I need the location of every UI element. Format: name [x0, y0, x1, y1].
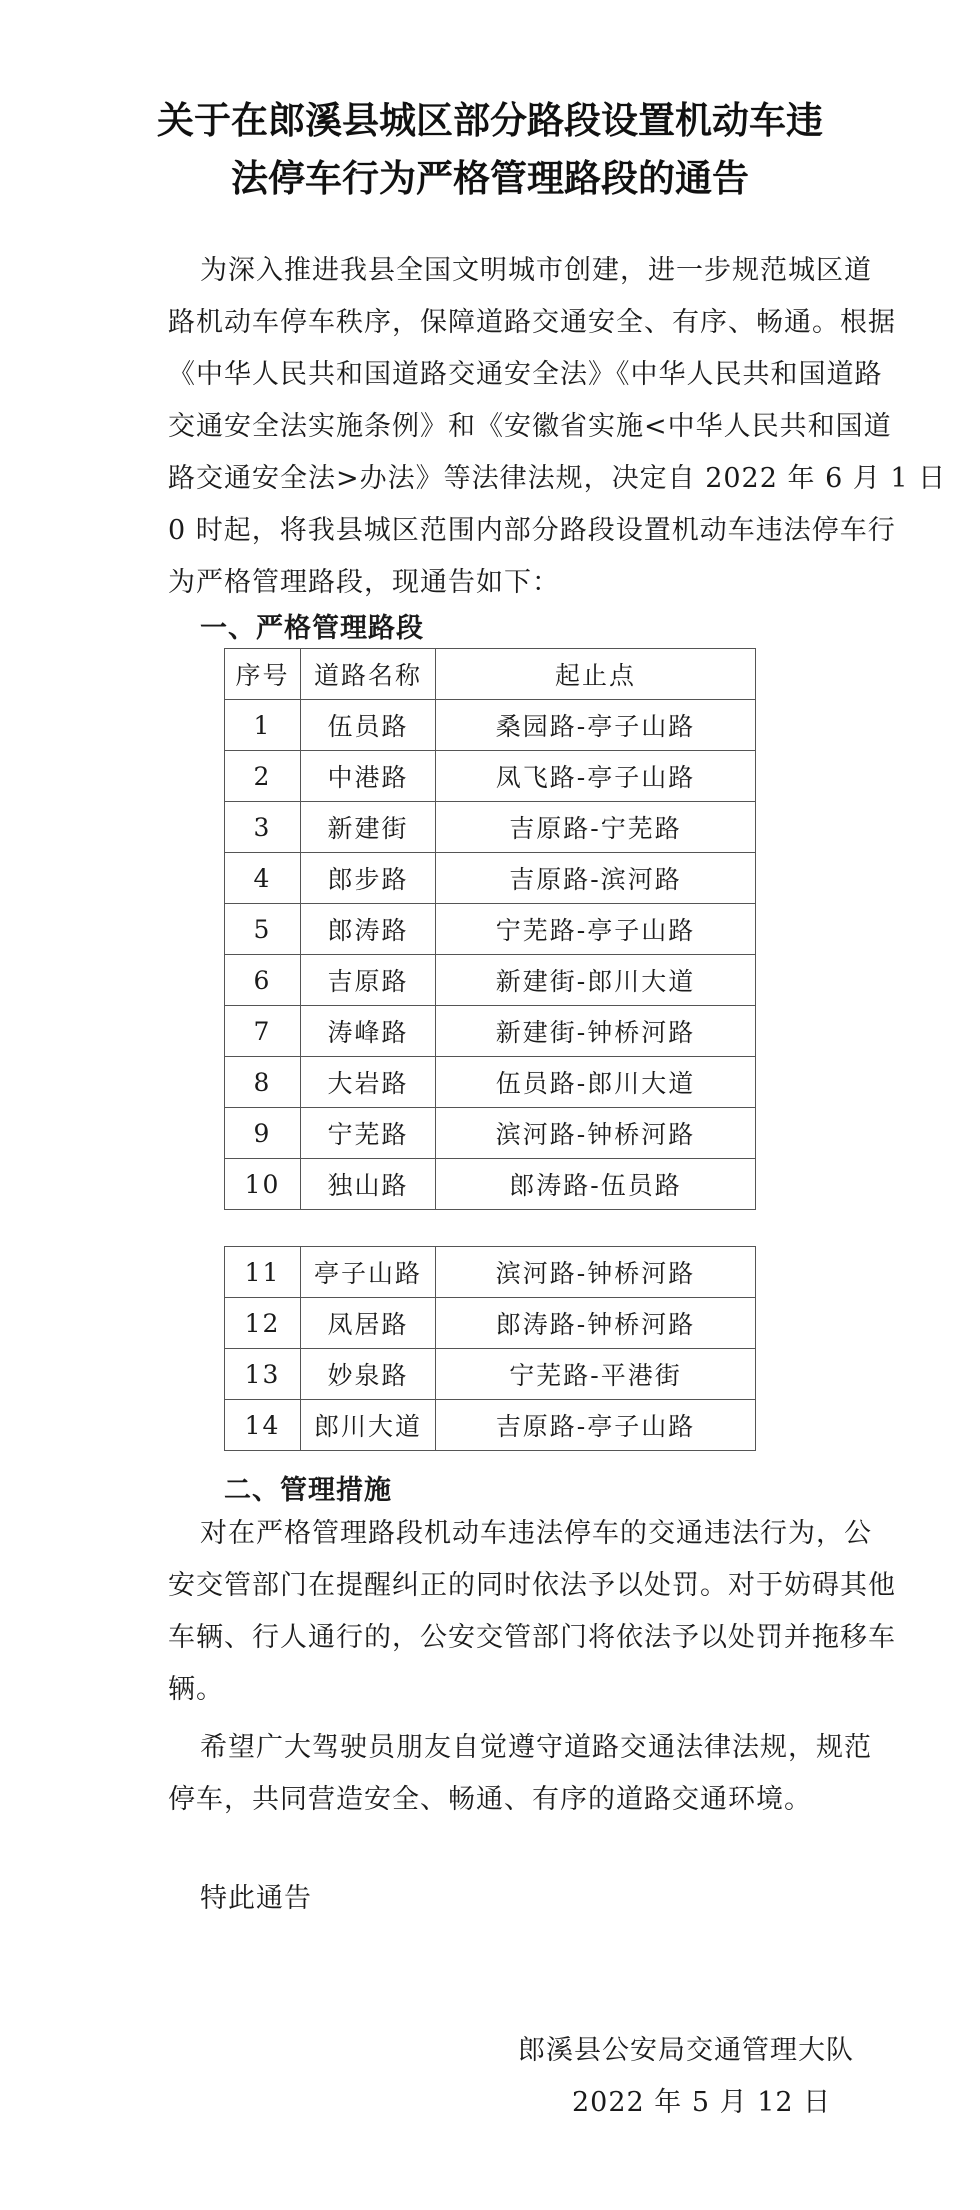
measures-line: 辆。	[168, 1674, 224, 1705]
cell-road-name: 郎涛路	[301, 904, 436, 955]
cell-range: 宁芜路-平港街	[436, 1349, 756, 1400]
table-row	[225, 853, 756, 904]
cell-range: 凤飞路-亭子山路	[436, 751, 756, 802]
cell-no: 1	[225, 700, 301, 751]
cell-road-name: 涛峰路	[301, 1006, 436, 1057]
intro-line: 交通安全法实施条例》和《安徽省实施<中华人民共和国道	[168, 411, 892, 442]
cell-road-name: 独山路	[301, 1159, 436, 1210]
table-row	[225, 1298, 756, 1349]
cell-range: 吉原路-亭子山路	[436, 1400, 756, 1451]
cell-range: 伍员路-郎川大道	[436, 1057, 756, 1108]
section-2-heading: 二、管理措施	[224, 1475, 392, 1506]
cell-no: 14	[225, 1400, 301, 1451]
intro-line: 《中华人民共和国道路交通安全法》《中华人民共和国道路	[168, 359, 883, 390]
cell-road-name: 亭子山路	[301, 1247, 436, 1298]
title-line-1: 关于在郎溪县城区部分路段设置机动车违	[157, 99, 823, 142]
measures-line: 车辆、行人通行的，公安交管部门将依法予以处罚并拖移车	[168, 1622, 896, 1653]
cell-range: 桑园路-亭子山路	[436, 700, 756, 751]
cell-range: 新建街-郎川大道	[436, 955, 756, 1006]
cell-no: 5	[225, 904, 301, 955]
intro-paragraph	[168, 245, 947, 609]
issuer: 郎溪县公安局交通管理大队	[518, 2035, 854, 2066]
cell-road-name: 吉原路	[301, 955, 436, 1006]
table-row	[225, 1108, 756, 1159]
cell-range: 吉原路-滨河路	[436, 853, 756, 904]
measures-paragraph	[168, 1508, 896, 1716]
table-row	[225, 700, 756, 751]
hope-line: 希望广大驾驶员朋友自觉遵守道路交通法律法规，规范	[200, 1732, 872, 1763]
intro-line: 路交通安全法>办法》等法律法规，决定自 2022 年 6 月 1 日	[168, 463, 947, 494]
measures-line: 安交管部门在提醒纠正的同时依法予以处罚。对于妨碍其他	[168, 1570, 896, 1601]
table-row	[225, 751, 756, 802]
cell-range: 郎涛路-伍员路	[436, 1159, 756, 1210]
cell-road-name: 郎步路	[301, 853, 436, 904]
intro-line: 为深入推进我县全国文明城市创建，进一步规范城区道	[200, 255, 872, 286]
table-row	[225, 904, 756, 955]
intro-line: 为严格管理路段，现通告如下：	[168, 567, 560, 598]
issue-date: 2022 年 5 月 12 日	[572, 2087, 832, 2118]
cell-range: 滨河路-钟桥河路	[436, 1108, 756, 1159]
cell-road-name: 凤居路	[301, 1298, 436, 1349]
notice-title	[0, 92, 980, 208]
cell-range: 新建街-钟桥河路	[436, 1006, 756, 1057]
section-1-heading: 一、严格管理路段	[200, 613, 424, 644]
cell-range: 吉原路-宁芜路	[436, 802, 756, 853]
cell-road-name: 宁芜路	[301, 1108, 436, 1159]
intro-line: 0 时起，将我县城区范围内部分路段设置机动车违法停车行	[168, 515, 896, 546]
cell-road-name: 郎川大道	[301, 1400, 436, 1451]
closing-text: 特此通告	[200, 1883, 312, 1914]
cell-no: 8	[225, 1057, 301, 1108]
title-line-2: 法停车行为严格管理路段的通告	[231, 157, 749, 200]
cell-range: 郎涛路-钟桥河路	[436, 1298, 756, 1349]
cell-no: 2	[225, 751, 301, 802]
cell-range: 宁芜路-亭子山路	[436, 904, 756, 955]
cell-road-name: 妙泉路	[301, 1349, 436, 1400]
cell-no: 11	[225, 1247, 301, 1298]
table-row	[225, 955, 756, 1006]
cell-no: 7	[225, 1006, 301, 1057]
cell-no: 4	[225, 853, 301, 904]
table-row	[225, 1006, 756, 1057]
cell-no: 9	[225, 1108, 301, 1159]
table-row	[225, 1247, 756, 1298]
intro-line: 路机动车停车秩序，保障道路交通安全、有序、畅通。根据	[168, 307, 896, 338]
table-row	[225, 1349, 756, 1400]
header-no: 序号	[225, 649, 301, 700]
cell-road-name: 中港路	[301, 751, 436, 802]
table-row	[225, 802, 756, 853]
table-row	[225, 1057, 756, 1108]
road-table-part-1	[224, 648, 756, 1210]
cell-road-name: 大岩路	[301, 1057, 436, 1108]
table-header-row	[225, 649, 756, 700]
measures-line: 对在严格管理路段机动车违法停车的交通违法行为，公	[200, 1518, 872, 1549]
cell-range: 滨河路-钟桥河路	[436, 1247, 756, 1298]
cell-road-name: 伍员路	[301, 700, 436, 751]
cell-no: 10	[225, 1159, 301, 1210]
cell-no: 12	[225, 1298, 301, 1349]
hope-paragraph	[168, 1722, 872, 1826]
cell-road-name: 新建街	[301, 802, 436, 853]
cell-no: 3	[225, 802, 301, 853]
cell-no: 13	[225, 1349, 301, 1400]
header-road-name: 道路名称	[301, 649, 436, 700]
cell-no: 6	[225, 955, 301, 1006]
table-row	[225, 1159, 756, 1210]
header-range: 起止点	[436, 649, 756, 700]
hope-line: 停车，共同营造安全、畅通、有序的道路交通环境。	[168, 1784, 812, 1815]
table-row	[225, 1400, 756, 1451]
road-table-part-2	[224, 1246, 756, 1451]
